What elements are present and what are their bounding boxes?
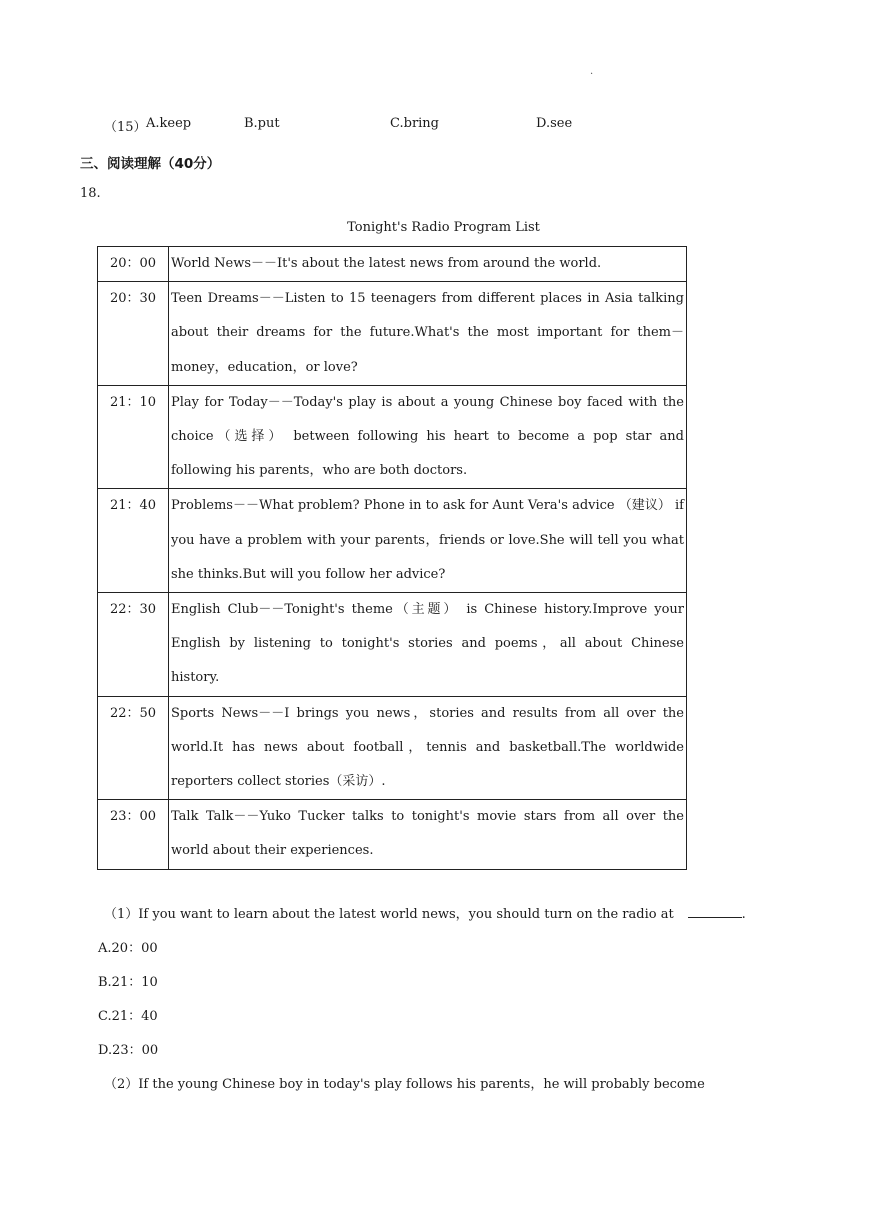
table-row (98, 696, 687, 800)
option-b: B.put (244, 116, 280, 131)
program-description: Problems－－What problem? Phone in to ask for Aunt Vera's advice （建议） if you have a problem with your parents，friends or love.She will tell you what she thinks.But will you follow her advice? (169, 489, 687, 593)
option-c: C.bring (390, 116, 440, 131)
table-title: Tonight's Radio Program List (347, 220, 540, 235)
section-heading: 三、阅读理解（40分） (80, 156, 221, 172)
program-description: English Club－－Tonight's theme（主题） is Chinese history.Improve your English by listening to tonight's stories and poems，all about Chinese history. (169, 593, 687, 697)
prev-question-options (104, 116, 664, 134)
program-description: Teen Dreams－－Listen to 15 teenagers from different places in Asia talking about their dreams for the future.What's the most important for them－ money，education，or love? (169, 282, 687, 386)
q2-stem: （2）If the young Chinese boy in today's play follows his parents，he will probably become (104, 1077, 705, 1092)
table-row (98, 800, 687, 869)
table-row (98, 247, 687, 282)
question-number: 18. (80, 186, 101, 201)
header-mark: . (590, 66, 594, 77)
program-description: Talk Talk－－Yuko Tucker talks to tonight's movie stars from all over the world about their experiences. (169, 800, 687, 869)
q1-option-d: D.23：00 (98, 1043, 159, 1058)
program-description: Play for Today－－Today's play is about a young Chinese boy faced with the choice（选择） between following his heart to become a pop star and following his parents，who are both doctors. (169, 385, 687, 489)
q1-option-a: A.20：00 (98, 941, 158, 956)
program-description: Sports News－－I brings you news，stories and results from all over the world.It has news about football，tennis and basketball.The worldwide reporters collect stories（采访）. (169, 696, 687, 800)
prev-question-number: （15） (104, 120, 147, 135)
option-a: A.keep (146, 116, 192, 131)
program-table (97, 246, 687, 870)
program-description: World News－－It's about the latest news from around the world. (169, 247, 687, 282)
q1-stem: （1）If you want to learn about the latest world news，you should turn on the radio at (104, 907, 674, 922)
q1-stem-line (104, 903, 746, 922)
q1-option-b: B.21：10 (98, 975, 158, 990)
program-time: 20：00 (98, 247, 169, 282)
q1-end: . (741, 907, 746, 922)
option-d: D.see (536, 116, 573, 131)
q1-option-c: C.21：40 (98, 1009, 158, 1024)
program-time: 22：50 (98, 696, 169, 800)
table-row (98, 489, 687, 593)
program-time: 20：30 (98, 282, 169, 386)
program-time: 22：30 (98, 593, 169, 697)
table-row (98, 385, 687, 489)
program-time: 21：10 (98, 385, 169, 489)
table-row (98, 593, 687, 697)
program-time: 21：40 (98, 489, 169, 593)
answer-blank[interactable] (688, 904, 742, 918)
table-row (98, 282, 687, 386)
program-time: 23：00 (98, 800, 169, 869)
